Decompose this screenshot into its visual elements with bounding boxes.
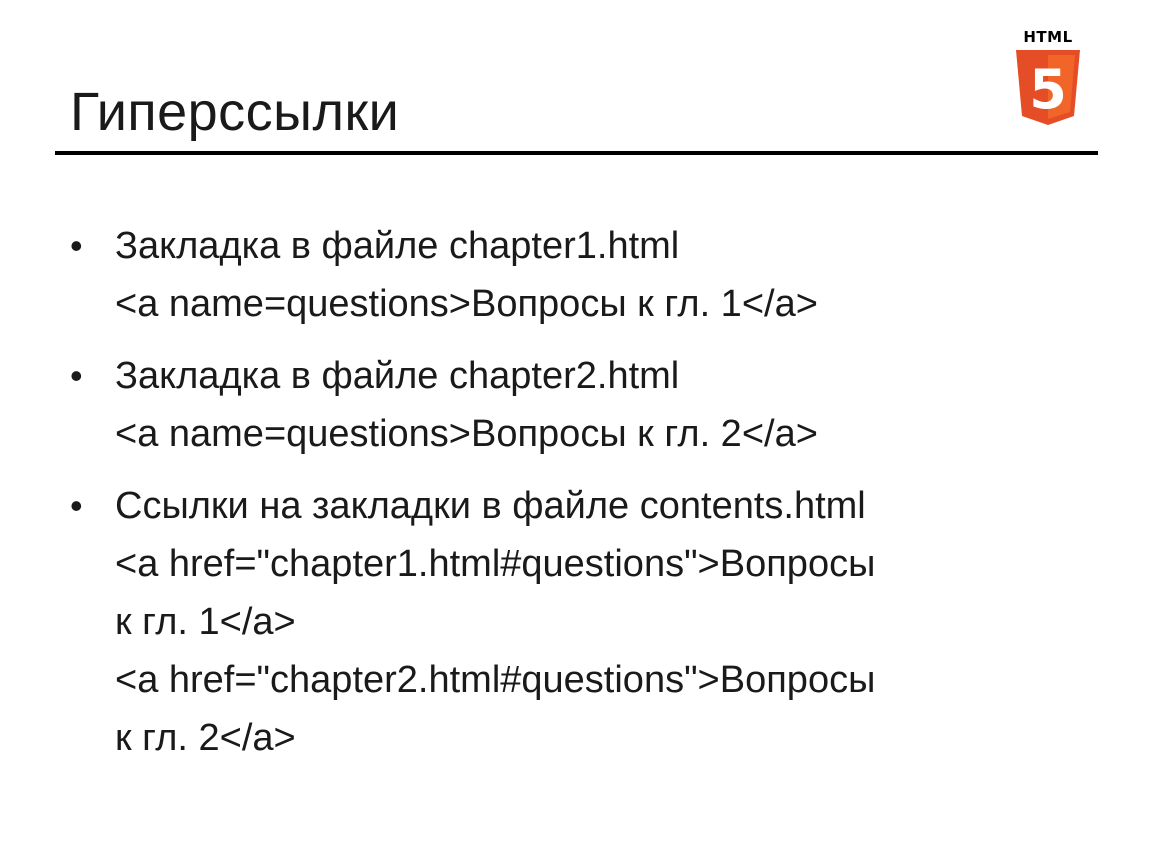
html5-shield-icon (1014, 50, 1082, 126)
bullet-code-line: <a href="chapter2.html#questions">Вопросы (115, 659, 876, 701)
bullet-text: Закладка в файле chapter1.html (115, 225, 680, 267)
html5-logo-icon (1014, 28, 1082, 128)
bullet-dot: • (70, 355, 83, 396)
html5-logo-digit: 5 (1029, 58, 1067, 121)
bullet-item (70, 347, 1130, 463)
bullet-code-line: к гл. 2</a> (115, 717, 296, 759)
bullet-code-line: <a name=questions>Вопросы к гл. 2</a> (115, 413, 818, 455)
bullet-text: Ссылки на закладки в файле contents.html (115, 485, 866, 527)
bullet-text: Закладка в файле chapter2.html (115, 355, 680, 397)
html5-logo-label: HTML (1023, 28, 1073, 46)
title-divider (55, 151, 1098, 155)
bullet-dot: • (70, 485, 83, 526)
bullet-list (70, 217, 1130, 781)
bullet-item (70, 217, 1130, 333)
bullet-code-line: <a name=questions>Вопросы к гл. 1</a> (115, 283, 818, 325)
bullet-dot: • (70, 225, 83, 266)
bullet-item (70, 477, 1130, 767)
slide-title: Гиперссылки (70, 82, 400, 142)
bullet-code-line: <a href="chapter1.html#questions">Вопросы (115, 543, 876, 585)
bullet-code-line: к гл. 1</a> (115, 601, 296, 643)
